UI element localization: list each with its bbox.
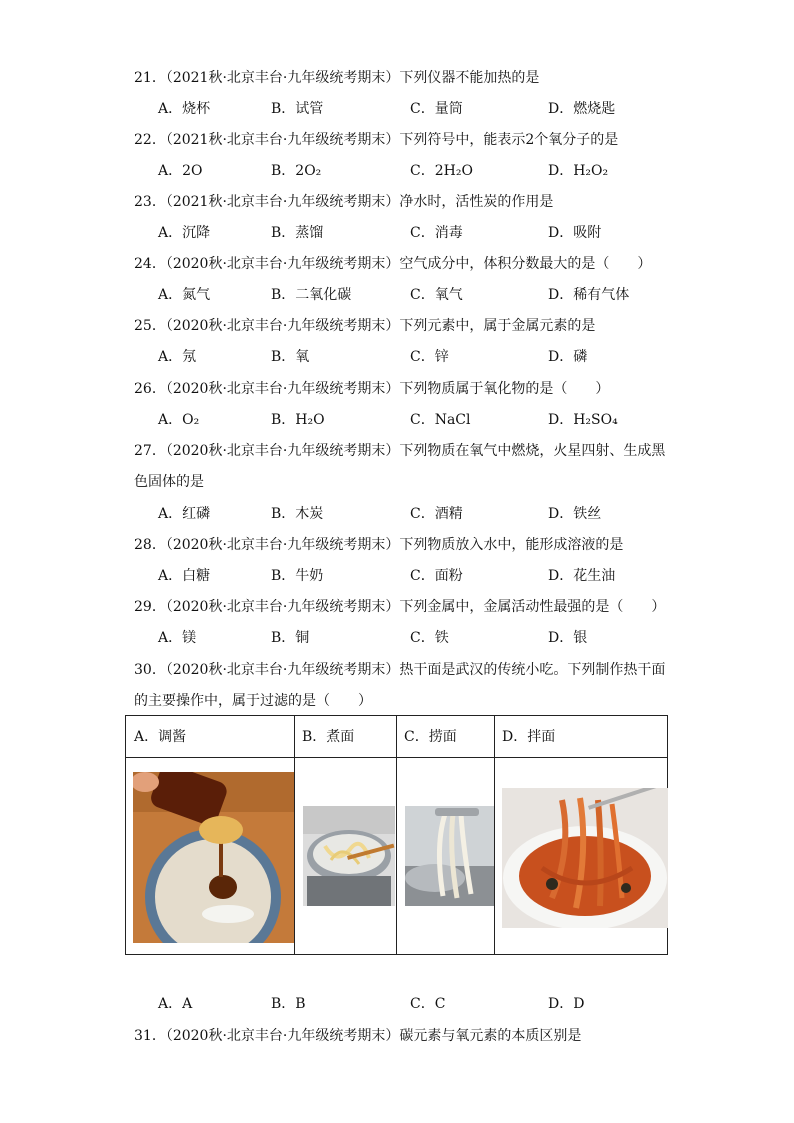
question-source: （2021秋·北京丰台·九年级统考期末） [165, 132, 400, 148]
question-27 [134, 441, 665, 461]
option-b: B．2O₂ [271, 163, 322, 179]
option-b: B．B [271, 996, 306, 1012]
question-stem: 下列符号中，能表示2个氧分子的是 [399, 132, 619, 148]
question-22 [134, 130, 618, 150]
question-stem: 下列物质放入水中，能形成溶液的是 [399, 537, 624, 553]
option-a: A．氖 [158, 349, 197, 365]
options-table [125, 715, 668, 955]
option-d: D．燃烧匙 [548, 101, 616, 117]
option-d: D．D [548, 996, 585, 1012]
table-header-d: D．拌面 [502, 729, 556, 745]
option-a: A．白糖 [158, 568, 211, 584]
option-a: A．镁 [158, 630, 197, 646]
question-24 [134, 254, 651, 274]
option-c: C．NaCl [410, 412, 471, 428]
bottle-sauce-photo [133, 772, 294, 943]
question-source: （2020秋·北京丰台·九年级统考期末） [165, 381, 400, 397]
option-c: C．消毒 [410, 225, 463, 241]
option-a: A．烧杯 [158, 101, 211, 117]
boiling-noodles-photo [303, 806, 395, 906]
option-d: D．磷 [548, 349, 588, 365]
option-d: D．吸附 [548, 225, 602, 241]
question-30 [134, 660, 665, 680]
option-b: B．H₂O [271, 412, 325, 428]
question-23 [134, 192, 553, 212]
question-number: 23． [134, 194, 166, 210]
option-d: D．稀有气体 [548, 287, 630, 303]
question-source: （2021秋·北京丰台·九年级统考期末） [165, 194, 400, 210]
question-source: （2020秋·北京丰台·九年级统考期末） [165, 599, 400, 615]
question-number: 27． [134, 443, 166, 459]
option-d: D．银 [548, 630, 588, 646]
question-number: 21． [134, 70, 166, 86]
question-26 [134, 379, 609, 399]
option-a: A．2O [158, 163, 203, 179]
column-divider [396, 716, 397, 954]
option-b: B．木炭 [271, 506, 324, 522]
question-source: （2020秋·北京丰台·九年级统考期末） [165, 537, 400, 553]
option-b: B．牛奶 [271, 568, 324, 584]
option-c: C．锌 [410, 349, 449, 365]
option-b: B．铜 [271, 630, 310, 646]
question-number: 24． [134, 256, 166, 272]
option-a: A．氮气 [158, 287, 211, 303]
question-stem: 下列金属中，金属活动性最强的是（ ） [399, 599, 666, 615]
option-c: C．量筒 [410, 101, 463, 117]
question-source: （2020秋·北京丰台·九年级统考期末） [165, 662, 400, 678]
question-stem: 空气成分中，体积分数最大的是（ ） [399, 256, 652, 272]
mixed-noodles-photo [502, 788, 668, 928]
option-a: A．红磷 [158, 506, 211, 522]
option-d: D．H₂O₂ [548, 163, 609, 179]
question-number: 22． [134, 132, 166, 148]
question-25 [134, 316, 595, 336]
question-number: 30． [134, 662, 166, 678]
question-29 [134, 597, 665, 617]
option-c: C．铁 [410, 630, 449, 646]
option-b: B．二氧化碳 [271, 287, 352, 303]
option-c: C．2H₂O [410, 163, 473, 179]
question-source: （2021秋·北京丰台·九年级统考期末） [165, 70, 400, 86]
question-number: 29． [134, 599, 166, 615]
option-d: D．花生油 [548, 568, 616, 584]
option-b: B．试管 [271, 101, 324, 117]
question-21 [134, 68, 539, 88]
question-number: 26． [134, 381, 166, 397]
question-stem: 下列元素中，属于金属元素的是 [399, 318, 596, 334]
option-c: C．面粉 [410, 568, 463, 584]
question-source: （2020秋·北京丰台·九年级统考期末） [165, 1028, 400, 1044]
question-source: （2020秋·北京丰台·九年级统考期末） [165, 318, 400, 334]
option-b: B．蒸馏 [271, 225, 324, 241]
table-header-c: C．捞面 [404, 729, 457, 745]
option-c: C．C [410, 996, 446, 1012]
lifting-noodles-photo [405, 806, 494, 906]
table-header-b: B．煮面 [302, 729, 355, 745]
question-source: （2020秋·北京丰台·九年级统考期末） [165, 256, 400, 272]
option-d: D．铁丝 [548, 506, 602, 522]
question-31 [134, 1026, 581, 1046]
question-28 [134, 535, 623, 555]
option-b: B．氧 [271, 349, 310, 365]
option-a: A．A [158, 996, 193, 1012]
option-c: C．酒精 [410, 506, 463, 522]
question-stem: 下列仪器不能加热的是 [399, 70, 540, 86]
question-stem-continued: 色固体的是 [134, 474, 204, 490]
question-stem: 下列物质在氧气中燃烧，火星四射、生成黑 [399, 443, 666, 459]
header-divider [126, 757, 667, 758]
column-divider [294, 716, 295, 954]
column-divider [494, 716, 495, 954]
option-d: D．H₂SO₄ [548, 412, 618, 428]
question-stem: 下列物质属于氧化物的是（ ） [399, 381, 610, 397]
option-c: C．氧气 [410, 287, 463, 303]
table-header-a: A．调酱 [134, 729, 187, 745]
option-a: A．沉降 [158, 225, 211, 241]
question-number: 28． [134, 537, 166, 553]
question-stem-continued: 的主要操作中，属于过滤的是（ ） [134, 693, 372, 709]
question-stem: 热干面是武汉的传统小吃。下列制作热干面 [399, 662, 666, 678]
question-source: （2020秋·北京丰台·九年级统考期末） [165, 443, 400, 459]
option-a: A．O₂ [158, 412, 200, 428]
question-number: 31． [134, 1028, 166, 1044]
question-stem: 净水时，活性炭的作用是 [399, 194, 554, 210]
question-number: 25． [134, 318, 166, 334]
question-stem: 碳元素与氧元素的本质区别是 [399, 1028, 582, 1044]
